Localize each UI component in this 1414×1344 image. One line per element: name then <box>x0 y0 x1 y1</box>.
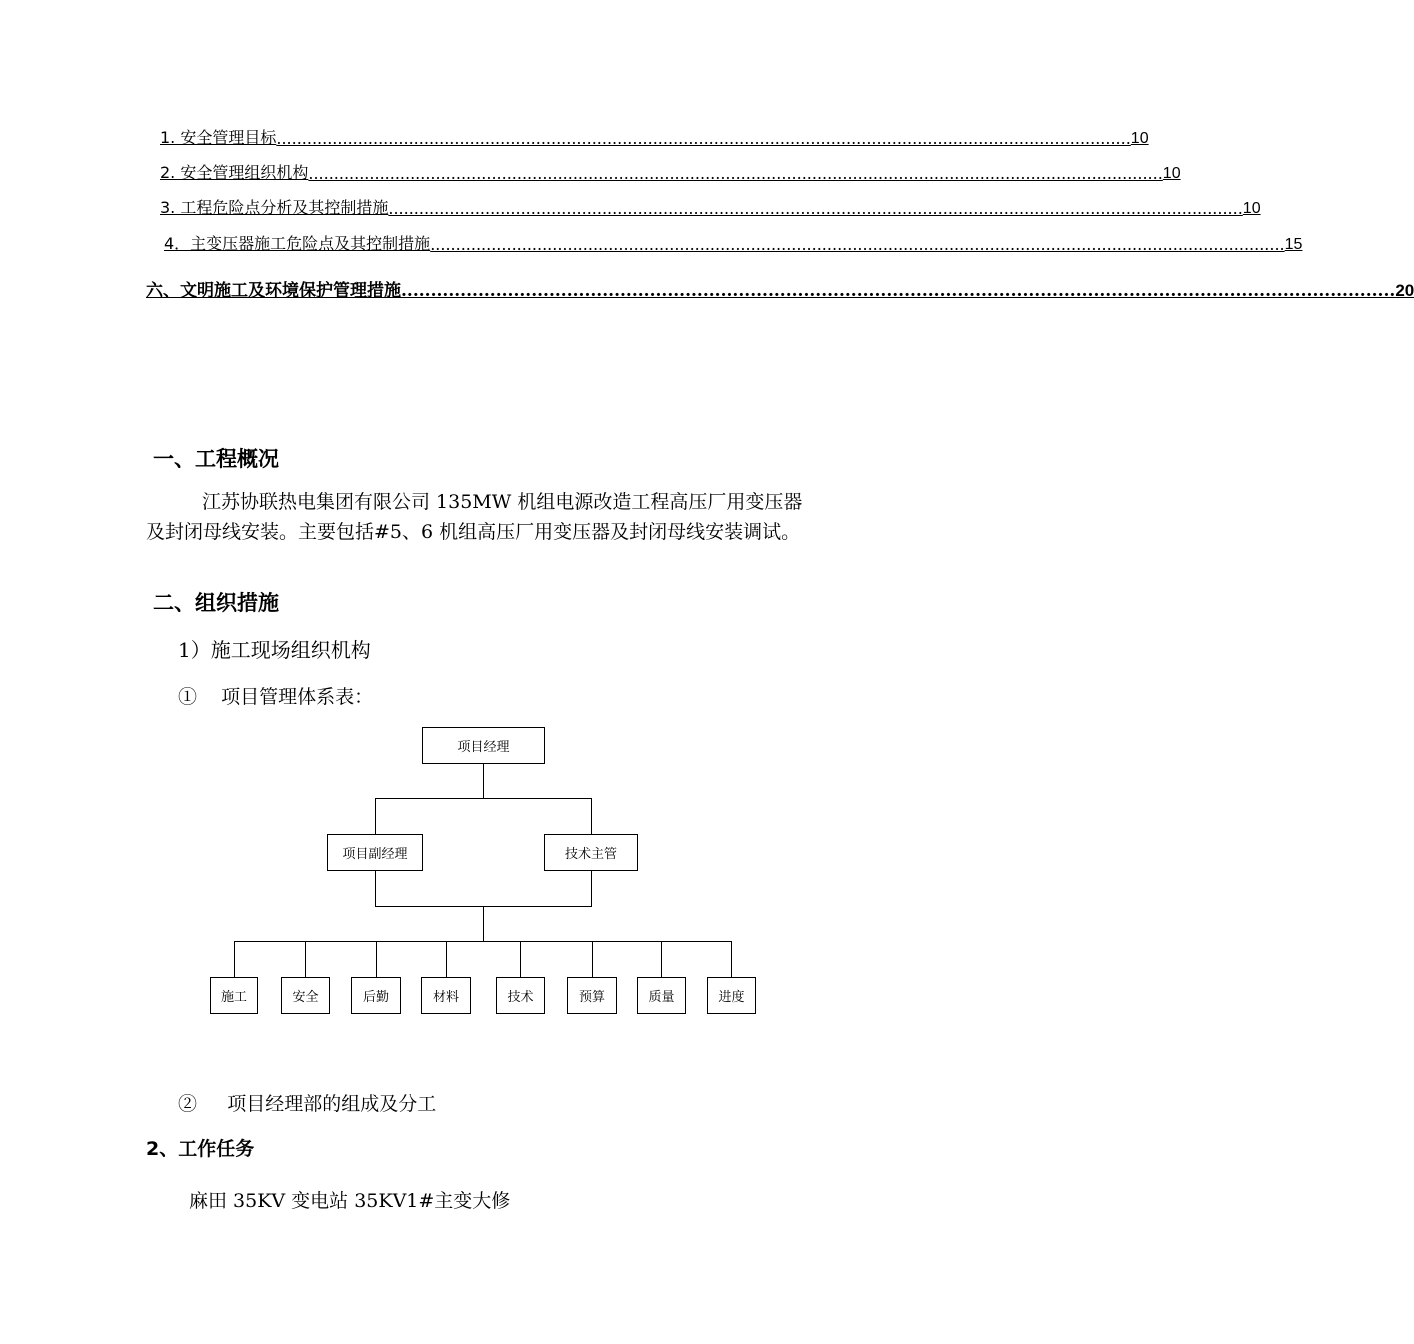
section-heading: 2、工作任务 <box>146 1138 255 1160</box>
section-line: 麻田 35KV 变电站 35KV1#主变大修 <box>189 1190 511 1212</box>
toc-entry-label: 2. 安全管理组织机构 <box>160 163 309 182</box>
section-heading: 一、工程概况 <box>153 447 279 471</box>
section-paragraph: 江苏协联热电集团有限公司 135MW 机组电源改造工程高压厂用变压器及封闭母线安装。主要包括#5、6 机组高压厂用变压器及封闭母线安装调试。 <box>146 491 803 543</box>
list-item: 1）施工现场组织机构 <box>178 638 371 662</box>
toc-leader-dots: ........................................................................................................................................................................ <box>388 199 1243 218</box>
toc-entry[interactable] <box>160 126 1149 148</box>
toc-leader-dots: ........................................................................................................................................................................ <box>401 281 1396 301</box>
org-box-level3: 材料 <box>421 977 471 1014</box>
toc-entry-page: 15 <box>1284 236 1303 253</box>
org-box-level2: 项目副经理 <box>327 834 423 871</box>
toc-entry-label: 六、文明施工及环境保护管理措施 <box>146 281 401 301</box>
org-box-level3: 安全 <box>281 977 330 1014</box>
org-box-level3: 进度 <box>707 977 756 1014</box>
toc-leader-dots: ........................................................................................................................................................................ <box>276 129 1131 148</box>
list-item: ① 项目管理体系表： <box>178 686 374 708</box>
org-box-level3: 技术 <box>496 977 545 1014</box>
toc-entry-page: 10 <box>1242 200 1261 217</box>
org-box-top: 项目经理 <box>422 727 545 764</box>
org-box-level3: 施工 <box>210 977 258 1014</box>
toc-entry-label: 3. 工程危险点分析及其控制措施 <box>160 198 389 217</box>
org-box-level2: 技术主管 <box>544 834 638 871</box>
section-heading: 二、组织措施 <box>153 591 279 615</box>
toc-entry-page: 10 <box>1130 130 1149 147</box>
org-box-level3: 后勤 <box>351 977 401 1014</box>
toc-entry-label: 1. 安全管理目标 <box>160 128 277 147</box>
toc-entry[interactable] <box>160 161 1181 183</box>
toc-entry[interactable] <box>160 196 1261 218</box>
toc-entry-page: 20 <box>1395 281 1414 300</box>
toc-entry-main[interactable] <box>146 277 1414 301</box>
list-item: ② 项目经理部的组成及分工 <box>178 1093 437 1115</box>
toc-entry-label: 4．主变压器施工危险点及其控制措施 <box>164 234 431 253</box>
org-box-level3: 质量 <box>637 977 686 1014</box>
org-box-level3: 预算 <box>567 977 617 1014</box>
toc-entry-page: 10 <box>1162 165 1181 182</box>
toc-leader-dots: ........................................................................................................................................................................ <box>308 164 1163 183</box>
toc-leader-dots: ........................................................................................................................................................................ <box>430 235 1285 254</box>
toc-entry[interactable] <box>164 232 1303 254</box>
